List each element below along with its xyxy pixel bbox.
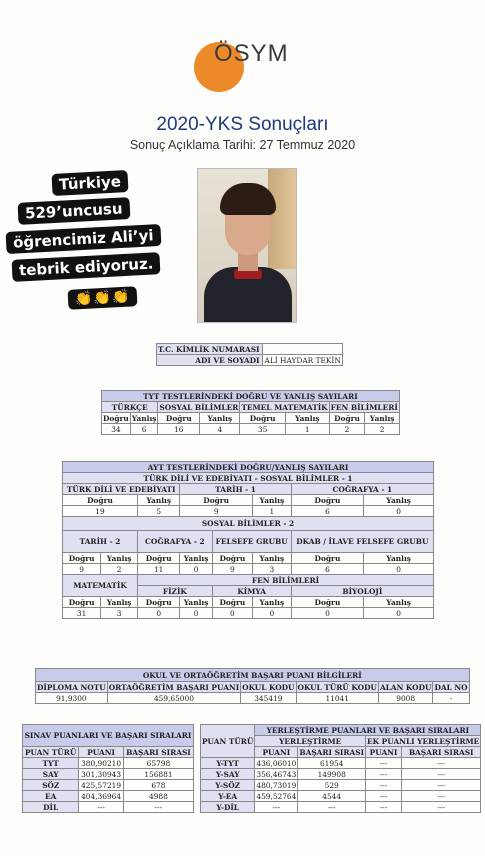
placement-header: PUANI <box>255 747 298 758</box>
placement-rank: --- <box>298 802 366 813</box>
student-photo <box>197 168 297 323</box>
score-value: 425,57219 <box>79 780 124 791</box>
placement-rank: 149908 <box>298 769 366 780</box>
ayt-value: 19 <box>63 506 138 517</box>
ayt-value: 1 <box>252 506 291 517</box>
score-type: DİL <box>23 802 79 813</box>
ayt-value: 0 <box>212 608 252 619</box>
tyt-value: 2 <box>365 424 399 435</box>
col-dogru: Doğru <box>240 413 286 424</box>
obp-value: 9008 <box>378 693 433 704</box>
sticker-line: Türkiye <box>51 170 128 196</box>
col-yanlis: Yanlış <box>285 413 329 424</box>
bonus-rank: --- <box>402 780 481 791</box>
col-dogru: Doğru <box>137 553 179 564</box>
ayt-table <box>62 461 434 619</box>
obp-header: OKUL KODU <box>242 682 295 692</box>
score-value: 301,30943 <box>79 769 124 780</box>
col-dogru: Doğru <box>291 597 364 608</box>
ayt-subject: BİYOLOJİ <box>291 586 433 597</box>
placement-type: Y-DİL <box>201 802 255 813</box>
ayt-fen-title: FEN BİLİMLERİ <box>137 575 433 586</box>
exam-header: BAŞARI SIRASI <box>123 747 193 758</box>
ayt-value: 0 <box>364 564 434 575</box>
col-dogru: Doğru <box>137 597 179 608</box>
tyt-subject: FEN BİLİMLERİ <box>330 402 398 412</box>
col-dogru: Doğru <box>212 597 252 608</box>
placement-rank: 4544 <box>298 791 366 802</box>
page-title: 2020-YKS Sonuçları <box>156 114 329 135</box>
placement-type: Y-TYT <box>201 758 255 769</box>
congratulation-sticker <box>6 170 196 330</box>
placement-type: Y-EA <box>201 791 255 802</box>
tyt-value: 4 <box>200 424 240 435</box>
ayt-section-1: TÜRK DİLİ VE EDEBİYATI - SOSYAL BİLİMLER - 1 <box>63 473 434 484</box>
obp-header: DİPLOMA NOTU <box>37 682 106 692</box>
score-value: 380,90210 <box>79 758 124 769</box>
score-type: SÖZ <box>23 780 79 791</box>
bonus-rank: --- <box>402 791 481 802</box>
ayt-value: 6 <box>291 506 364 517</box>
obp-header: OKUL TÜRÜ KODU <box>297 682 377 692</box>
bonus-rank: --- <box>402 758 481 769</box>
col-dogru: Doğru <box>329 413 365 424</box>
ayt-value: 0 <box>180 564 212 575</box>
ayt-value: 0 <box>180 608 212 619</box>
tyt-value: 16 <box>158 424 200 435</box>
ayt-math-label: MATEMATİK <box>63 575 138 597</box>
bonus-value: --- <box>366 758 402 769</box>
placement-group: YERLEŞTİRME <box>255 736 366 747</box>
placement-value: 459,52764 <box>256 791 297 801</box>
score-value: --- <box>79 802 124 813</box>
announcement-date: Sonuç Açıklama Tarihi: 27 Temmuz 2020 <box>129 138 356 152</box>
tyt-value: 34 <box>102 424 131 435</box>
score-rank: --- <box>123 802 193 813</box>
obp-header: DAL NO <box>434 682 468 692</box>
ayt-subject: DKAB / İLAVE FELSEFE GRUBU <box>291 531 433 553</box>
score-rank: 156881 <box>123 769 193 780</box>
obp-title: OKUL VE ORTAÖĞRETİM BAŞARI PUANI BİLGİLERİ <box>36 669 470 682</box>
placement-group: EK PUANLI YERLEŞTİRME <box>367 736 480 746</box>
placement-title: YERLEŞTİRME PUANLARI VE BAŞARI SIRALARI <box>255 725 481 736</box>
table-row <box>201 769 481 780</box>
col-yanlis: Yanlış <box>101 553 138 564</box>
obp-header: ORTAÖĞRETİM BAŞARI PUANI <box>108 682 240 692</box>
col-yanlis: Yanlış <box>252 597 291 608</box>
obp-table <box>35 668 470 704</box>
col-dogru: Doğru <box>291 553 364 564</box>
obp-header: ALAN KODU <box>379 682 432 692</box>
score-rank: 4988 <box>123 791 193 802</box>
bonus-value: --- <box>366 769 402 780</box>
score-type: EA <box>23 791 79 802</box>
placement-header: BAŞARI SIRASI <box>299 747 365 757</box>
score-type: SAY <box>23 769 79 780</box>
table-row <box>23 780 194 791</box>
col-yanlis: Yanlış <box>252 553 291 564</box>
exam-scores-title: SINAV PUANLARI VE BAŞARI SIRALARI <box>23 725 194 747</box>
exam-header: PUANI <box>79 747 124 758</box>
col-dogru: Doğru <box>180 495 253 506</box>
name-label: ADI VE SOYADI <box>157 355 263 366</box>
ayt-value: 0 <box>137 608 179 619</box>
col-yanlis: Yanlış <box>131 413 157 423</box>
bonus-rank: --- <box>402 769 481 780</box>
ayt-subject: TÜRK DİLİ VE EDEBİYATI <box>63 484 180 495</box>
col-yanlis: Yanlış <box>364 495 434 506</box>
col-yanlis: Yanlış <box>364 597 434 608</box>
exam-scores-table <box>22 724 194 813</box>
table-row <box>201 802 481 813</box>
ayt-subject: TARİH - 1 <box>180 484 291 495</box>
placement-header: BAŞARI SIRASI <box>402 747 481 758</box>
obp-value: 459,65000 <box>107 693 240 704</box>
col-yanlis: Yanlış <box>137 495 179 506</box>
ayt-value: 2 <box>101 564 138 575</box>
obp-value: 345419 <box>241 693 296 704</box>
placement-type-header: PUAN TÜRÜ <box>201 725 255 758</box>
placement-type: Y-SÖZ <box>201 780 255 791</box>
identity-table <box>156 343 343 366</box>
placement-value: 356,46743 <box>256 769 297 779</box>
col-dogru: Doğru <box>103 413 129 423</box>
tc-label: T.C. KİMLİK NUMARASI <box>157 344 263 355</box>
table-row <box>201 791 481 802</box>
tyt-table <box>101 390 400 435</box>
name-value: ALİ HAYDAR TEKİN <box>262 355 342 366</box>
ayt-subject: COĞRAFYA - 1 <box>291 484 433 495</box>
placement-scores-table <box>200 724 481 813</box>
col-dogru: Doğru <box>63 553 101 564</box>
score-rank: 678 <box>123 780 193 791</box>
bonus-value: --- <box>366 802 402 813</box>
score-value: 404,36964 <box>79 791 124 802</box>
exam-header: PUAN TÜRÜ <box>23 747 79 758</box>
score-type: TYT <box>23 758 79 769</box>
placement-value: 436,06010 <box>256 758 297 768</box>
ayt-value: 0 <box>291 608 364 619</box>
table-row <box>201 780 481 791</box>
bonus-rank: --- <box>402 802 481 813</box>
col-dogru: Doğru <box>63 597 101 608</box>
ayt-value: 9 <box>180 506 253 517</box>
clap-emojis: 👏👏👏 <box>68 286 138 310</box>
ayt-section-2: SOSYAL BİLİMLER - 2 <box>63 517 434 531</box>
placement-rank: 529 <box>298 780 366 791</box>
ayt-value: 31 <box>63 608 101 619</box>
logo-text: ÖSYM <box>214 40 289 67</box>
placement-value: --- <box>255 802 298 813</box>
tyt-value: 2 <box>329 424 365 435</box>
ayt-subject: FELSEFE GRUBU <box>212 531 291 553</box>
ayt-title: AYT TESTLERİNDEKİ DOĞRU/YANLIŞ SAYILARI <box>63 462 434 473</box>
ayt-value: 11 <box>137 564 179 575</box>
ayt-value: 5 <box>137 506 179 517</box>
ayt-subject: TARİH - 2 <box>63 531 138 553</box>
placement-value: 480,73019 <box>256 780 297 790</box>
placement-rank: 61954 <box>298 758 366 769</box>
placement-type: Y-SAY <box>201 769 255 780</box>
col-yanlis: Yanlış <box>200 413 240 424</box>
obp-value: - <box>433 693 469 704</box>
tyt-subject: TEMEL MATEMATİK <box>241 402 328 412</box>
ayt-subject: KİMYA <box>212 586 291 597</box>
ayt-value: 0 <box>364 506 434 517</box>
col-yanlis: Yanlış <box>180 553 212 564</box>
ayt-value: 6 <box>291 564 364 575</box>
ayt-value: 0 <box>252 608 291 619</box>
ayt-value: 0 <box>364 608 434 619</box>
ayt-value: 9 <box>63 564 101 575</box>
bonus-value: --- <box>366 780 402 791</box>
tyt-subject: TÜRKÇE <box>102 402 158 413</box>
tyt-value: 35 <box>240 424 286 435</box>
obp-value: 91,9300 <box>36 693 108 704</box>
osym-logo <box>194 40 304 100</box>
tc-value <box>262 344 342 355</box>
col-dogru: Doğru <box>63 495 138 506</box>
tyt-subject: SOSYAL BİLİMLER <box>159 402 239 412</box>
col-dogru: Doğru <box>291 495 364 506</box>
table-row <box>23 802 194 813</box>
col-dogru: Doğru <box>212 553 252 564</box>
bonus-value: --- <box>366 791 402 802</box>
col-dogru: Doğru <box>158 413 200 424</box>
placement-header: PUANI <box>366 747 402 758</box>
table-row <box>23 758 194 769</box>
table-row <box>23 769 194 780</box>
ayt-value: 9 <box>212 564 252 575</box>
col-yanlis: Yanlış <box>101 597 138 608</box>
table-row <box>201 758 481 769</box>
col-yanlis: Yanlış <box>180 597 212 608</box>
ayt-subject: COĞRAFYA - 2 <box>137 531 212 553</box>
col-yanlis: Yanlış <box>252 495 291 506</box>
col-yanlis: Yanlış <box>365 413 399 424</box>
ayt-subject: FİZİK <box>137 586 212 597</box>
obp-value: 11041 <box>296 693 378 704</box>
sticker-line: öğrencimiz Ali’yi <box>6 224 162 254</box>
sticker-line: 529’uncusu <box>18 197 131 225</box>
table-row <box>23 791 194 802</box>
ayt-value: 3 <box>101 608 138 619</box>
sticker-line: tebrik ediyoruz. <box>12 252 161 282</box>
tyt-title: TYT TESTLERİNDEKİ DOĞRU VE YANLIŞ SAYILARI <box>102 391 400 402</box>
col-yanlis: Yanlış <box>364 553 434 564</box>
tyt-value: 1 <box>285 424 329 435</box>
tyt-value: 6 <box>130 424 158 435</box>
ayt-value: 3 <box>252 564 291 575</box>
score-rank: 65798 <box>123 758 193 769</box>
